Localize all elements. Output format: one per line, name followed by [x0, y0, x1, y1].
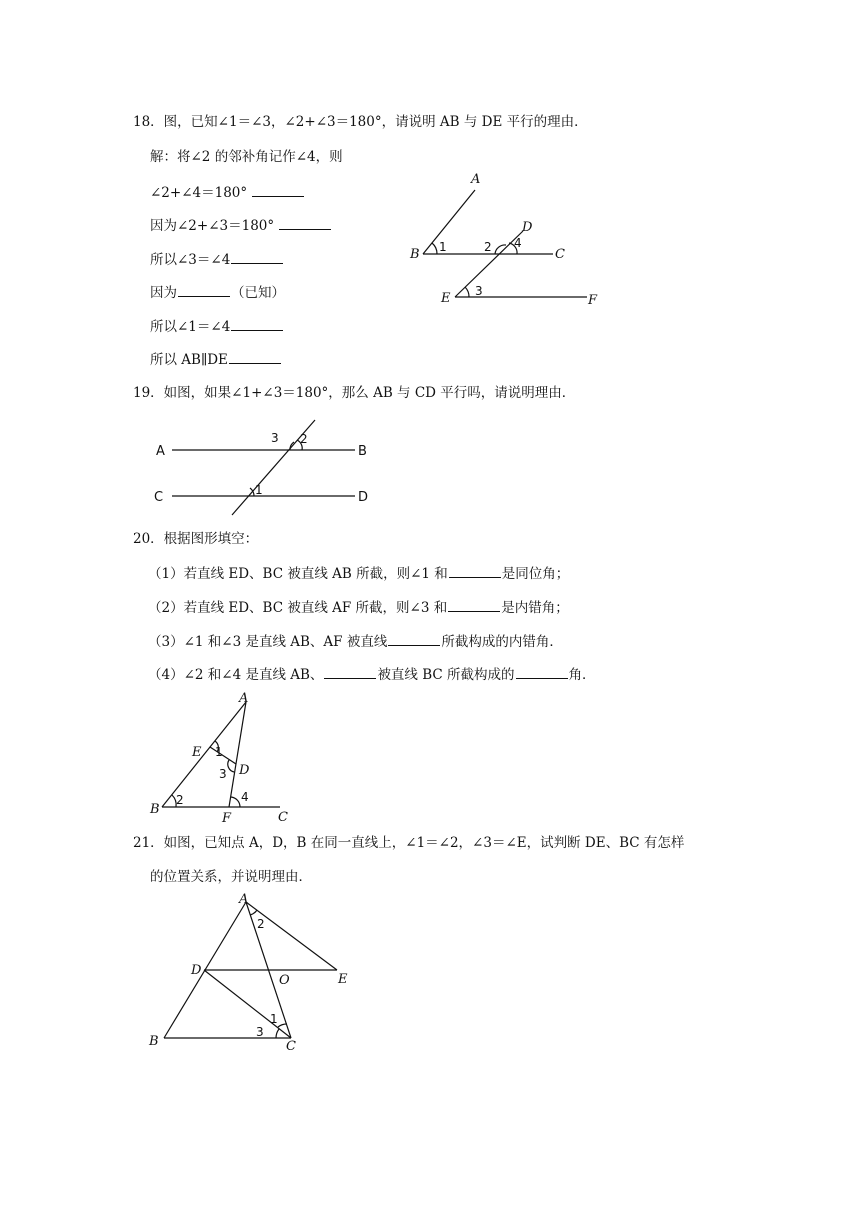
q21-figure — [145, 890, 360, 1055]
blank-q20-3[interactable] — [388, 632, 440, 646]
q20-part-4 — [148, 665, 596, 684]
label-B: B — [149, 1034, 159, 1049]
angle-4-label: 4 — [241, 790, 249, 804]
q21-title-2: 的位置关系，并说明理由． — [150, 869, 312, 885]
q20-part-2-a: （2）若直线 ED、BC 被直线 AF 所截，则∠3 和 — [148, 600, 448, 616]
q20-part-4-c: 角． — [568, 667, 596, 683]
blank-q20-4b[interactable] — [516, 665, 568, 679]
blank-q20-1[interactable] — [449, 564, 501, 578]
blank-q18-3[interactable] — [279, 216, 331, 230]
q20-figure — [145, 690, 305, 825]
q18-line-6-text: 所以∠1＝∠4 — [150, 319, 231, 335]
q20-part-1 — [148, 564, 569, 583]
label-E: E — [441, 291, 451, 306]
label-B: B — [358, 444, 367, 459]
q18-title: 18．图，已知∠1＝∠3，∠2+∠3＝180°，请说明 AB 与 DE 平行的理由． — [133, 114, 588, 130]
angle-3-arc — [465, 287, 469, 297]
line-BA — [423, 190, 475, 254]
label-D: D — [522, 220, 533, 235]
q20-part-1-a: （1）若直线 ED、BC 被直线 AB 所截，则∠1 和 — [148, 566, 448, 582]
angle-1-arc — [278, 1024, 287, 1027]
label-C: C — [278, 810, 288, 825]
angle-4-arc — [231, 797, 240, 807]
blank-q18-5[interactable] — [178, 283, 230, 297]
angle-3-label: 3 — [219, 767, 227, 781]
label-C: C — [555, 247, 565, 262]
q18-line-1: 解：将∠2 的邻补角记作∠4，则 — [150, 149, 343, 165]
q18-line-6 — [150, 317, 284, 336]
q18-line-4 — [150, 250, 284, 269]
q20-part-2 — [148, 598, 569, 617]
q18-line-5-a: 因为 — [150, 285, 177, 301]
angle-2-label: 2 — [176, 793, 184, 807]
q18-line-2-text: ∠2+∠4＝180° — [150, 185, 248, 201]
line-DC — [204, 970, 291, 1038]
angle-4-label: 4 — [514, 236, 522, 250]
label-A: A — [471, 172, 481, 187]
label-D: D — [239, 763, 250, 778]
label-E: E — [338, 972, 348, 987]
q20-part-4-a: （4）∠2 和∠4 是直线 AB、 — [148, 667, 324, 683]
angle-1-label: 1 — [270, 1012, 278, 1026]
line-ED — [210, 747, 236, 764]
label-F: F — [222, 811, 232, 826]
blank-q18-4[interactable] — [231, 250, 283, 264]
q18-line-3 — [150, 216, 332, 235]
angle-2-label: 2 — [484, 240, 492, 254]
angle-3-label: 3 — [256, 1025, 264, 1039]
q18-figure — [405, 165, 605, 315]
q18-line-5 — [150, 283, 285, 302]
label-F: F — [588, 293, 598, 308]
q19-title: 19．如图，如果∠1+∠3＝180°，那么 AB 与 CD 平行吗，请说明理由． — [133, 385, 576, 401]
label-B: B — [150, 802, 160, 817]
angle-3-label: 3 — [475, 284, 483, 298]
blank-q18-7[interactable] — [229, 350, 281, 364]
q20-part-3 — [148, 632, 563, 651]
label-D: D — [358, 490, 369, 505]
q18-line-7-text: 所以 AB∥DE — [150, 352, 228, 368]
blank-q18-6[interactable] — [231, 317, 283, 331]
q18-line-4-text: 所以∠3＝∠4 — [150, 252, 231, 268]
q18-line-5-b: （已知） — [231, 285, 285, 301]
q20-part-3-b: 所截构成的内错角． — [441, 634, 563, 650]
q18-line-7 — [150, 350, 282, 369]
angle-1-label: 1 — [255, 483, 263, 497]
q20-part-2-b: 是内错角； — [501, 600, 569, 616]
angle-1-label: 1 — [439, 240, 447, 254]
blank-q18-2[interactable] — [252, 183, 304, 197]
q20-part-3-a: （3）∠1 和∠3 是直线 AB、AF 被直线 — [148, 634, 388, 650]
angle-1-label: 1 — [215, 745, 223, 759]
angle-3-arc — [276, 1029, 279, 1038]
q21-title: 21．如图，已知点 A，D，B 在同一直线上，∠1＝∠2，∠3＝∠E，试判断 DE、BC 有怎样 — [133, 835, 685, 851]
blank-q20-4a[interactable] — [324, 665, 376, 679]
q18-line-2 — [150, 183, 305, 202]
line-AE — [246, 902, 337, 970]
label-C: C — [286, 1039, 296, 1054]
label-A: A — [239, 892, 249, 907]
angle-2-label: 2 — [257, 917, 265, 931]
label-D: D — [191, 963, 202, 978]
q18-line-3-text: 因为∠2+∠3＝180° — [150, 218, 275, 234]
angle-3-label: 3 — [271, 431, 279, 445]
q19-figure — [150, 410, 380, 520]
label-A: A — [239, 691, 249, 706]
label-B: B — [410, 247, 420, 262]
q20-part-1-b: 是同位角； — [501, 566, 570, 582]
label-A: A — [156, 444, 165, 459]
q20-part-4-b: 被直线 BC 所截构成的 — [377, 667, 515, 683]
angle-1-arc — [432, 243, 437, 254]
blank-q20-2[interactable] — [448, 598, 500, 612]
label-O: O — [279, 973, 290, 988]
angle-2-arc — [250, 910, 257, 915]
angle-2-label: 2 — [300, 432, 308, 446]
q20-title: 20．根据图形填空： — [133, 531, 259, 547]
line-BA — [162, 702, 246, 807]
label-E: E — [192, 745, 202, 760]
label-C: C — [154, 490, 164, 505]
